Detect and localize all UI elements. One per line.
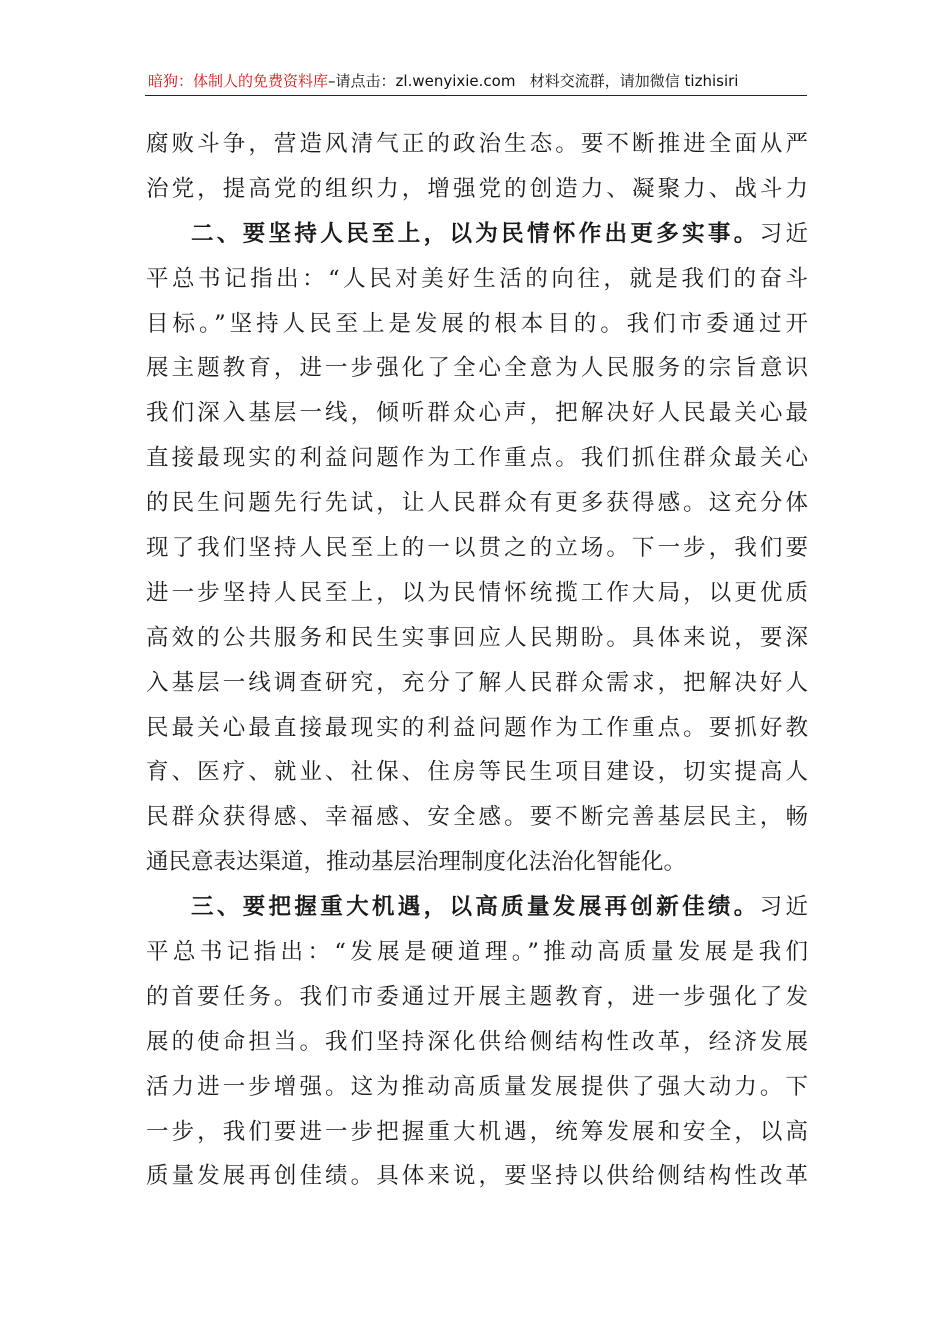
- section-heading-2: 二、要坚持人民至上，以为民情怀作出更多实事。: [191, 220, 760, 247]
- text-line: 通民意表达渠道，推动基层治理制度化法治化智能化。: [146, 849, 687, 876]
- text-line: 民群众获得感、幸福感、安全感。要不断完善基层民主，畅: [146, 804, 808, 831]
- header-link-prompt: –请点击：: [328, 72, 396, 90]
- text-line: 腐败斗争，营造风清气正的政治生态。要不断推进全面从严: [146, 131, 808, 157]
- text-fragment: 习近: [759, 220, 808, 247]
- text-line: 展主题教育，进一步强化了全心全意为人民服务的宗旨意识: [146, 355, 808, 382]
- text-line: 进一步坚持人民至上，以为民情怀统揽工作大局，以更优质: [146, 579, 808, 606]
- text-line: 我们深入基层一线，倾听群众心声，把解决好人民最关心最: [146, 400, 808, 427]
- text-line: 现了我们坚持人民至上的一以贯之的立场。下一步，我们要: [146, 535, 808, 562]
- page-header: [148, 70, 808, 92]
- header-url-link[interactable]: zl.wenyixie.com: [395, 72, 516, 90]
- section-heading-line: [146, 212, 808, 257]
- text-fragment: 习近: [759, 894, 808, 921]
- header-contact: 材料交流群，请加微信 tizhisiri: [529, 72, 739, 90]
- document-body: [146, 122, 808, 1199]
- text-line: 质量发展再创佳绩。具体来说，要坚持以供给侧结构性改革: [146, 1163, 808, 1190]
- section-heading-3: 三、要把握重大机遇，以高质量发展再创新佳绩。: [191, 894, 760, 921]
- text-line: 高效的公共服务和民生实事回应人民期盼。具体来说，要深: [146, 624, 808, 651]
- section-heading-line: [146, 885, 808, 930]
- text-line: 展的使命担当。我们坚持深化供给侧结构性改革，经济发展: [146, 1028, 808, 1055]
- text-line: 的民生问题先行先试，让人民群众有更多获得感。这充分体: [146, 490, 808, 517]
- text-line: 目标。”坚持人民至上是发展的根本目的。我们市委通过开: [146, 310, 808, 337]
- text-line: 直接最现实的利益问题作为工作重点。我们抓住群众最关心: [146, 445, 808, 472]
- text-line: 治党，提高党的组织力，增强党的创造力、凝聚力、战斗力: [146, 175, 808, 202]
- text-line: 民最关心最直接最现实的利益问题作为工作重点。要抓好教: [146, 714, 808, 741]
- header-brand: 暗狗：体制人的免费资料库: [148, 72, 329, 90]
- text-line: 平总书记指出：“人民对美好生活的向往，就是我们的奋斗: [146, 265, 808, 292]
- text-line: 育、医疗、就业、社保、住房等民生项目建设，切实提高人: [146, 759, 808, 786]
- text-line: 一步，我们要进一步把握重大机遇，统筹发展和安全，以高: [146, 1118, 808, 1145]
- text-line: 入基层一线调查研究，充分了解人民群众需求，把解决好人: [146, 669, 808, 696]
- text-line: 的首要任务。我们市委通过开展主题教育，进一步强化了发: [146, 983, 808, 1010]
- header-divider: [145, 95, 807, 96]
- text-line: 活力进一步增强。这为推动高质量发展提供了强大动力。下: [146, 1073, 808, 1100]
- text-line: 平总书记指出：“发展是硬道理。”推动高质量发展是我们: [146, 939, 808, 966]
